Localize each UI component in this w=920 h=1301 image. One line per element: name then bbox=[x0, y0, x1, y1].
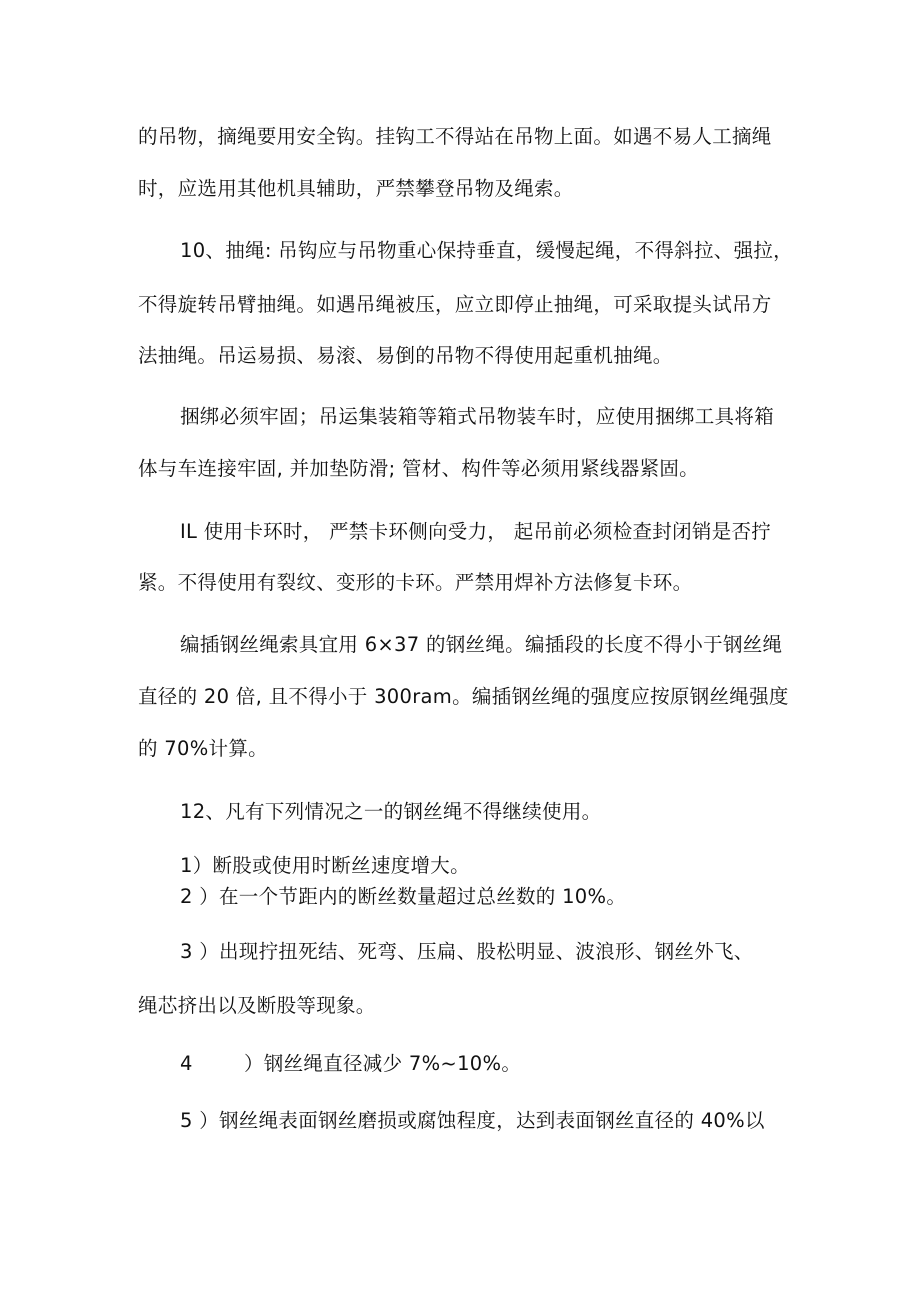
text-line: 12、凡有下列情况之一的钢丝绳不得继续使用。 bbox=[180, 800, 602, 823]
text-line: 直径的 20 倍, 且不得小于 300ram。编插钢丝绳的强度应按原钢丝绳强度 bbox=[138, 685, 789, 708]
list-item: 1）断股或使用时断丝速度增大。 bbox=[180, 854, 470, 877]
text-line: 10、抽绳: 吊钩应与吊物重心保持垂直，缓慢起绳，不得斜拉、强拉， bbox=[180, 239, 793, 262]
text-line: 体与车连接牢固, 并加垫防滑; 管材、构件等必须用紧线器紧固。 bbox=[138, 457, 699, 480]
text-line: IL 使用卡环时， 严禁卡环侧向受力， 起吊前必须检查封闭销是否拧 bbox=[180, 520, 772, 543]
text-line: 的吊物，摘绳要用安全钩。挂钩工不得站在吊物上面。如遇不易人工摘绳 bbox=[138, 125, 772, 148]
text-line: 编插钢丝绳索具宜用 6×37 的钢丝绳。编插段的长度不得小于钢丝绳 bbox=[180, 633, 783, 656]
text-line: 紧。不得使用有裂纹、变形的卡环。严禁用焊补方法修复卡环。 bbox=[138, 571, 693, 594]
list-item: ）钢丝绳直径减少 7%~10%。 bbox=[244, 1052, 522, 1075]
text-line: 捆绑必须牢固；吊运集装箱等箱式吊物装车时，应使用捆绑工具将箱 bbox=[180, 405, 775, 428]
text-line: 不得旋转吊臂抽绳。如遇吊绳被压，应立即停止抽绳，可采取提头试吊方 bbox=[138, 293, 772, 316]
list-item-number: 4 bbox=[180, 1052, 193, 1075]
list-item: 3 ）出现拧扭死结、死弯、压扁、股松明显、波浪形、钢丝外飞、 bbox=[180, 940, 754, 963]
list-item: 5 ）钢丝绳表面钢丝磨损或腐蚀程度，达到表面钢丝直径的 40%以 bbox=[180, 1109, 765, 1132]
text-line: 的 70%计算。 bbox=[138, 737, 268, 760]
list-item: 2 ）在一个节距内的断丝数量超过总丝数的 10%。 bbox=[180, 885, 627, 908]
text-line: 绳芯挤出以及断股等现象。 bbox=[138, 994, 376, 1017]
text-line: 时，应选用其他机具辅助，严禁攀登吊物及绳索。 bbox=[138, 177, 574, 200]
text-line: 法抽绳。吊运易损、易滚、易倒的吊物不得使用起重机抽绳。 bbox=[138, 344, 673, 367]
